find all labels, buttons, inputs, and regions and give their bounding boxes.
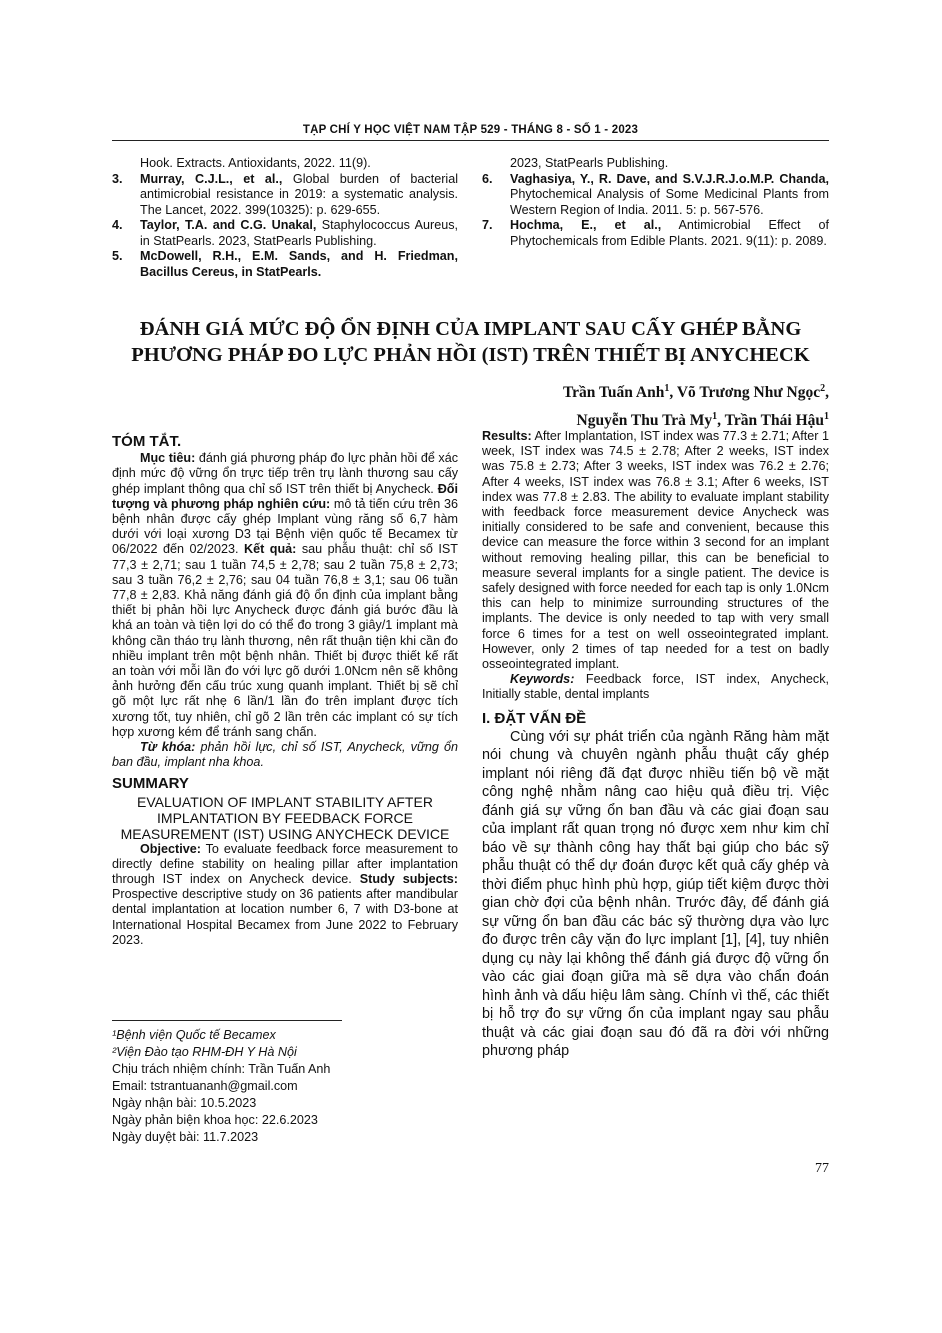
reference-authors: Hochma, E., et al.,	[510, 218, 662, 232]
reference-text: 2023, StatPearls Publishing.	[510, 156, 669, 170]
reference-text: Phytochemical Analysis of Some Medicinal Plants from Western Region of India. 2011. 5: p. 567-576.	[510, 187, 829, 217]
affiliation-sup: 1	[712, 411, 718, 423]
reference-authors: McDowell, R.H., E.M. Sands, and H. Friedman, Bacillus Cereus, in StatPearls.	[140, 249, 458, 279]
reference-item	[112, 249, 458, 280]
affiliation-sup: 1	[664, 383, 670, 394]
summary-body-start	[112, 842, 458, 948]
intro-heading: I. ĐẶT VẤN ĐỀ	[482, 709, 587, 727]
reference-item	[112, 172, 458, 219]
footnote-affiliation: ¹Bệnh viện Quốc tế Becamex	[112, 1028, 276, 1042]
subjects-text: Prospective descriptive study on 36 patients after mandibular dental implantation at location number 6, 7 with D3-bone at International Hospital Becamex from June 2022 to February 2023.	[112, 887, 458, 947]
reference-text: Hook. Extracts. Antioxidants, 2022. 11(9).	[140, 156, 371, 170]
footnote-corresponding: Chịu trách nhiệm chính: Trần Tuấn Anh	[112, 1062, 331, 1076]
reference-item	[482, 156, 829, 172]
muc-tieu-text: đánh giá phương pháp đo lực phản hồi để xác định mức độ vững ổn trực tiếp trên trụ lành thương sau cấy ghép implant thông qua chỉ số IST trên thiết bị Anycheck.	[112, 451, 458, 496]
journal-header: TẠP CHÍ Y HỌC VIỆT NAM TẬP 529 - THÁNG 8 - SỐ 1 - 2023	[302, 124, 639, 136]
summary-title: EVALUATION OF IMPLANT STABILITY AFTER IMPLANTATION BY FEEDBACK FORCE MEASUREMENT (IST) USING ANYCHECK DEVICE	[120, 793, 450, 842]
summary-body-cont	[482, 429, 829, 672]
reference-authors: Murray, C.J.L., et al.,	[140, 171, 283, 186]
reference-item	[482, 218, 829, 249]
article-title	[112, 316, 829, 368]
reference-number: 4.	[112, 218, 123, 232]
affiliation-sup: 2	[820, 383, 826, 394]
reference-authors: Taylor, T.A. and C.G. Unakal,	[140, 218, 317, 232]
references-right	[482, 156, 829, 249]
reference-text: Staphylococcus Aureus, in StatPearls. 2023, StatPearls Publishing.	[140, 218, 458, 248]
muc-tieu-label: Mục tiêu:	[140, 451, 196, 466]
footnote-email: Email: tstrantuananh@gmail.com	[112, 1079, 298, 1093]
subjects-label: Study subjects:	[359, 872, 458, 887]
author-name: Nguyễn Thu Trà My	[576, 412, 713, 430]
article-title-line1: ĐÁNH GIÁ MỨC ĐỘ ỔN ĐỊNH CỦA IMPLANT SAU CẤY GHÉP BẰNG	[139, 318, 802, 340]
footnote-reviewed: Ngày phản biện khoa học: 22.6.2023	[112, 1113, 318, 1127]
reference-authors: Vaghasiya, Y., R. Dave, and S.V.J.R.J.o.M.P. Chanda,	[510, 171, 829, 186]
tu-khoa-text: phản hồi lực, chỉ số IST, Anycheck, vững ổn ban đầu, implant nha khoa.	[112, 740, 458, 770]
header-rule	[112, 140, 829, 141]
objective-label: Objective:	[140, 841, 201, 856]
author-name: , Võ Trương Như Ngọc	[669, 384, 821, 402]
intro-text: Cùng với sự phát triển của ngành Răng hàm mặt nói chung và chuyên ngành phẫu thuật cấy ghép implant nói riêng đã đạt được nhiều tiến bộ về mặt công nghệ nhằm nâng cao hiệu quả điều trị. Việc đánh giá sự vững ổn ban đầu và các giai đoạn sau của implant rất quan trọng nó được xem như kim chỉ báo về sự thành công hay thất bại giúp cho bác sỹ phẫu thuật có thể dự đoán được kết quả cấy ghép và thời điểm phục hình phù hợp, giúp tiết kiệm được thời gian chờ đợi của bệnh nhân. Trước đây, để đánh giá sự vững ổn ban đầu các bác sỹ thường dựa vào lực đo được trên cây vặn đo lực implant [1], [4], tuy nhiên dụng cụ này lại không thể đánh giá được độ vững ổn vào các giai đoạn giữa mà sẽ dựa vào chẩn đoán hình ảnh và dấu hiệu lâm sàng. Chính vì thế, các thiết bị hỗ trợ đo sự vững ổn của implant ngay sau phẫu thuật và các giai đoạn sau đó đã ra đời với những phương pháp	[482, 728, 829, 1060]
reference-item	[482, 172, 829, 219]
reference-item	[112, 218, 458, 249]
author-list	[329, 377, 829, 433]
results-text: After Implantation, IST index was 77.3 ± 2.71; After 1 week, IST index was 74.5 ± 2.78; After 2 weeks, IST index was 75.8 ± 2.73; After 3 weeks, IST index was 76.2 ± 2.76; After 4 weeks, IST index was 76.8 ± 3.1; After 6 weeks, IST index was 77.8 ± 2.83. The ability to evaluate implant stability with feedback force measurement device Anycheck was initially considered to be safe and convenient, because this device can measure the force within 3 second for an implant without removing healing pillar, this can be beneficial to measure several implants for a single patient. The device is safely designed with force needed for each tap is only 1.0Ncm this can help to minimize surrounding structures of the implants. The device is only needed to tap with very small force 6 times for a test on well osseointegrated implant. However, only 2 times of tap needed for a test on badly osseointegrated implant.	[482, 429, 829, 672]
footnote-rule	[112, 1020, 342, 1021]
page-number: 77	[815, 1161, 829, 1176]
tu-khoa-label: Từ khóa:	[140, 740, 196, 755]
doi-tuong-label: Đối tượng và phương pháp nghiên cứu:	[112, 481, 458, 511]
references-left	[112, 156, 458, 280]
reference-text: Antimicrobial Effect of Phytochemicals from Edible Plants. 2021. 9(11): p. 2089.	[510, 218, 829, 248]
author-name: Trần Tuấn Anh	[562, 384, 665, 402]
footnote-affiliation: ²Viện Đào tạo RHM-ĐH Y Hà Nội	[112, 1045, 297, 1059]
keywords-label: Keywords:	[510, 672, 575, 687]
footnote-accepted: Ngày duyệt bài: 11.7.2023	[112, 1130, 259, 1144]
doi-tuong-text: mô tả tiến cứu trên 36 bệnh nhân được cấy ghép Implant vùng răng số 6,7 hàm dưới với loại xương D3 tại Bệnh viện quốc tế Becamex từ 06/2022 đến 02/2023.	[112, 496, 458, 557]
affiliation-sup: 1	[824, 411, 829, 423]
reference-number: 7.	[482, 218, 493, 232]
author-line1: Trần Tuấn Anh$^1$, Võ Trương Như Ngọc$^2$,	[562, 383, 829, 402]
ket-qua-text: sau phẫu thuật: chỉ số IST 77,3 ± 2,71; sau 1 tuần 74,5 ± 2,78; sau 2 tuần 75,8 ± 2,73; sau 3 tuần 76,2 ± 2,76; sau 04 tuần 76,8 ± 3,1; sau 06 tuần 77,8 ± 2,83. Khả năng đánh giá độ ổn định của implant bằng thiết bị phản hồi lực Anycheck được đánh giá bước đầu là khá an toàn và tiện lợi do có thể đo trong 3 giây/1 implant mà không cần tháo trụ lành thương, nên rất thuận tiện khi cần đo nhiều implant trên một bệnh nhân. Thiết bị được thiết kế rất an toàn với mỗi lần đo với lực gõ dưới 1.0Ncm nên sẽ không ảnh hưởng đến cấu trúc xung quanh implant. Thiết bị sẽ chỉ gõ một lực rất nhẹ 6 lần/1 lần đo trên implant được tích xương tốt, tuy nhiên, chỉ gõ 2 lần trên các implant có sự tích hợp xương kém để tránh sang chấn.	[112, 542, 458, 739]
tomtat-body	[112, 451, 458, 740]
keywords-text: Feedback force, IST index, Anycheck, Initially stable, dental implants	[482, 672, 829, 702]
footnote-received: Ngày nhận bài: 10.5.2023	[112, 1096, 257, 1110]
tu-khoa	[112, 740, 458, 770]
summary-heading: SUMMARY	[112, 775, 189, 793]
author-name: , Trần Thái Hậu	[717, 412, 824, 430]
left-column	[112, 430, 458, 948]
reference-number: 6.	[482, 171, 493, 186]
footnotes	[112, 1020, 458, 1146]
reference-number: 3.	[112, 171, 123, 186]
reference-item	[112, 156, 458, 172]
reference-text: Global burden of bacterial antimicrobial resistance in 2019: a systematic analysis. The Lancet, 2022. 399(10325): p. 629-655.	[140, 171, 459, 217]
reference-number: 5.	[112, 249, 123, 263]
ket-qua-label: Kết quả:	[243, 542, 297, 557]
right-column	[482, 429, 829, 1061]
tomtat-heading: TÓM TẮT.	[112, 433, 182, 450]
results-label: Results:	[482, 429, 532, 443]
article-title-line2: PHƯƠNG PHÁP ĐO LỰC PHẢN HỒI (IST) TRÊN THIẾT BỊ ANYCHECK	[131, 344, 810, 366]
objective-text: To evaluate feedback force measurement to directly define stability on healing pillar after implantation through IST index on Anycheck device.	[112, 841, 458, 887]
keywords	[482, 672, 829, 702]
